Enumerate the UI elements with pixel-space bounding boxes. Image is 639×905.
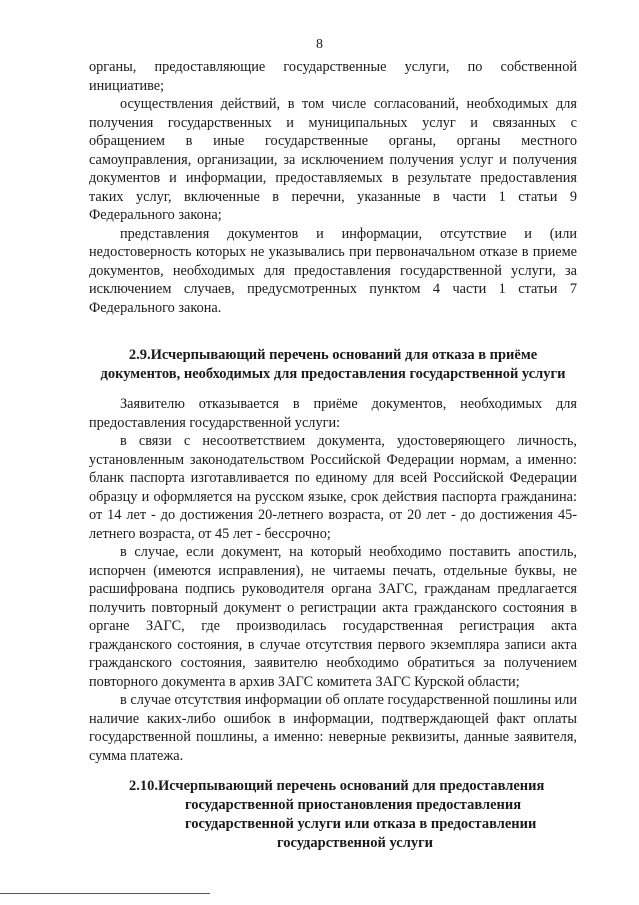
heading-line: государственной услуги или отказа в предоставлении	[185, 816, 537, 832]
page-edge-line	[0, 893, 210, 894]
paragraph: в связи с несоответствием документа, удостоверяющего личность, установленным законодательством Российской Федерации нормам, а именно: бланк паспорта изготавливается по единому для всей Российской Федерации образцу и оформляется на русском языке, срок действия паспорта гражданина: от 14 лет - до достижения 20-летнего возраста, от 20 лет - до достижения 45-летнего возраста, от 45 лет - бессрочно;	[89, 433, 577, 542]
page-number: 8	[316, 37, 323, 52]
document-body	[89, 58, 577, 853]
paragraph: в случае отсутствия информации об оплате государственной пошлины или наличие каких-либо ошибок в информации, подтверждающей факт оплаты государственной пошлины, а именно: неверные реквизиты, данные заявителя, сумма платежа.	[89, 692, 577, 764]
section-heading-2-10	[89, 777, 577, 853]
paragraph: осуществления действий, в том числе согласований, необходимых для получения государственных и муниципальных услуг и связанных с обращением в иные государственные органы, органы местного самоуправления, организации, за исключением получения услуг и получения документов и информации, предоставляемых в результате предоставления таких услуг, включенные в перечни, указанные в части 1 статьи 9 Федерального закона;	[89, 96, 577, 223]
paragraph: органы, предоставляющие государственные услуги, по собственной инициативе;	[89, 59, 577, 94]
section-heading-2-9: 2.9.Исчерпывающий перечень оснований для отказа в приёме документов, необходимых для предоставления государственной услуги	[100, 347, 566, 382]
paragraph: Заявителю отказывается в приёме документов, необходимых для предоставления государственной услуги:	[89, 396, 577, 431]
heading-line: государственной услуги	[277, 835, 434, 851]
paragraph: в случае, если документ, на который необходимо поставить апостиль, испорчен (имеются исправления), не читаемы печать, отдельные буквы, не расшифрована подпись руководителя органа ЗАГС, гражданам предлагается получить повторный документ о регистрации акта гражданского состояния в органе ЗАГС, где производилась государственная регистрация акта гражданского состояния, в случае отсутствия первого экземпляра записи акта гражданского состояния, заявителю необходимо обратиться за получением повторного документа в архив ЗАГС комитета ЗАГС Курской области;	[89, 544, 577, 690]
heading-line: государственной приостановления предоставления	[185, 797, 522, 813]
heading-line: 2.10.Исчерпывающий перечень оснований для предоставления	[129, 778, 545, 794]
paragraph: представления документов и информации, отсутствие и (или недостоверность которых не указывались при первоначальном отказе в приеме документов, необходимых для предоставления государственной услуги, за исключением случаев, предусмотренных пунктом 4 части 1 статьи 7 Федерального закона.	[89, 225, 577, 316]
